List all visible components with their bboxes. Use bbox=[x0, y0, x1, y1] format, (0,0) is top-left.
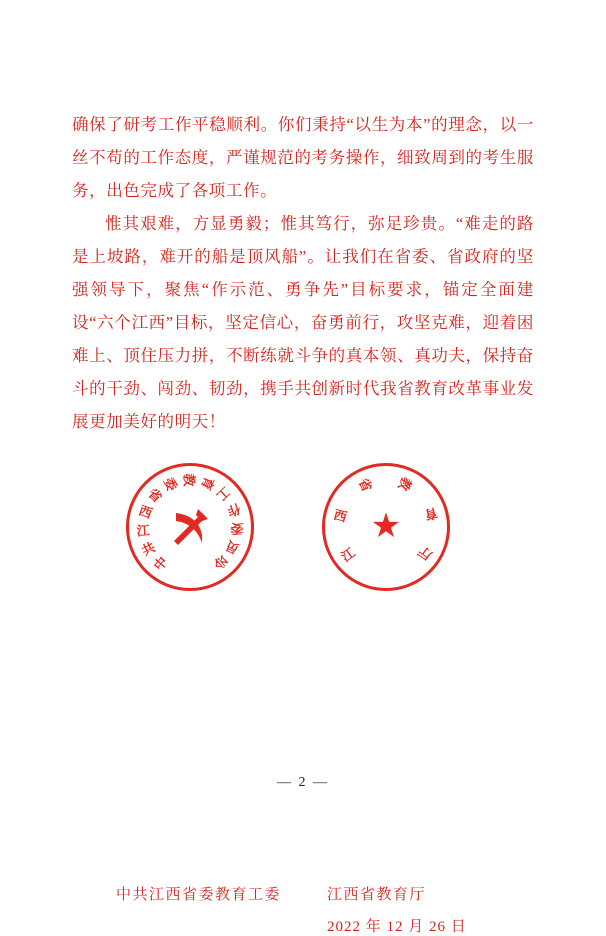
signature-organization: 中共江西省委教育工委 bbox=[116, 887, 282, 903]
page-number: — 2 — bbox=[277, 775, 329, 790]
seal-area bbox=[72, 455, 534, 935]
seal-party-committee bbox=[126, 463, 254, 591]
seal-education-department bbox=[322, 463, 450, 591]
document-body bbox=[72, 108, 534, 438]
signature-department: 江西省教育厅 bbox=[327, 887, 427, 903]
seal-ring-text-department: 江 西 省 教 育 厅 bbox=[332, 474, 440, 565]
seal-ring-text-party: 中 共 江 西 省 委 教 育 工 作 委 员 会 bbox=[136, 473, 244, 574]
five-pointed-star-icon: ★ bbox=[370, 508, 402, 545]
paragraph-2: 惟其艰难，方显勇毅；惟其笃行，弥足珍贵。“难走的路是上坡路，难开的船是顶风船”。让我们在省委、省政府的坚强领导下，聚焦“作示范、勇争先”目标要求，锚定全面建设“六个江西”目标，坚定信心，奋勇前行，攻坚克难，迎着困难上、顶住压力拼，不断练就斗争的真本领、真功夫，保持奋斗的干劲、闯劲、韧劲，携手共创新时代我省教育改革事业发展更加美好的明天！ bbox=[72, 214, 534, 431]
paragraph-1: 确保了研考工作平稳顺利。你们秉持“以生为本”的理念，以一丝不苟的工作态度，严谨规范的考务操作，细致周到的考生服务，出色完成了各项工作。 bbox=[72, 115, 534, 200]
hammer-and-sickle-icon bbox=[168, 505, 212, 549]
signature-date: 2022 年 12 月 26 日 bbox=[327, 919, 467, 935]
